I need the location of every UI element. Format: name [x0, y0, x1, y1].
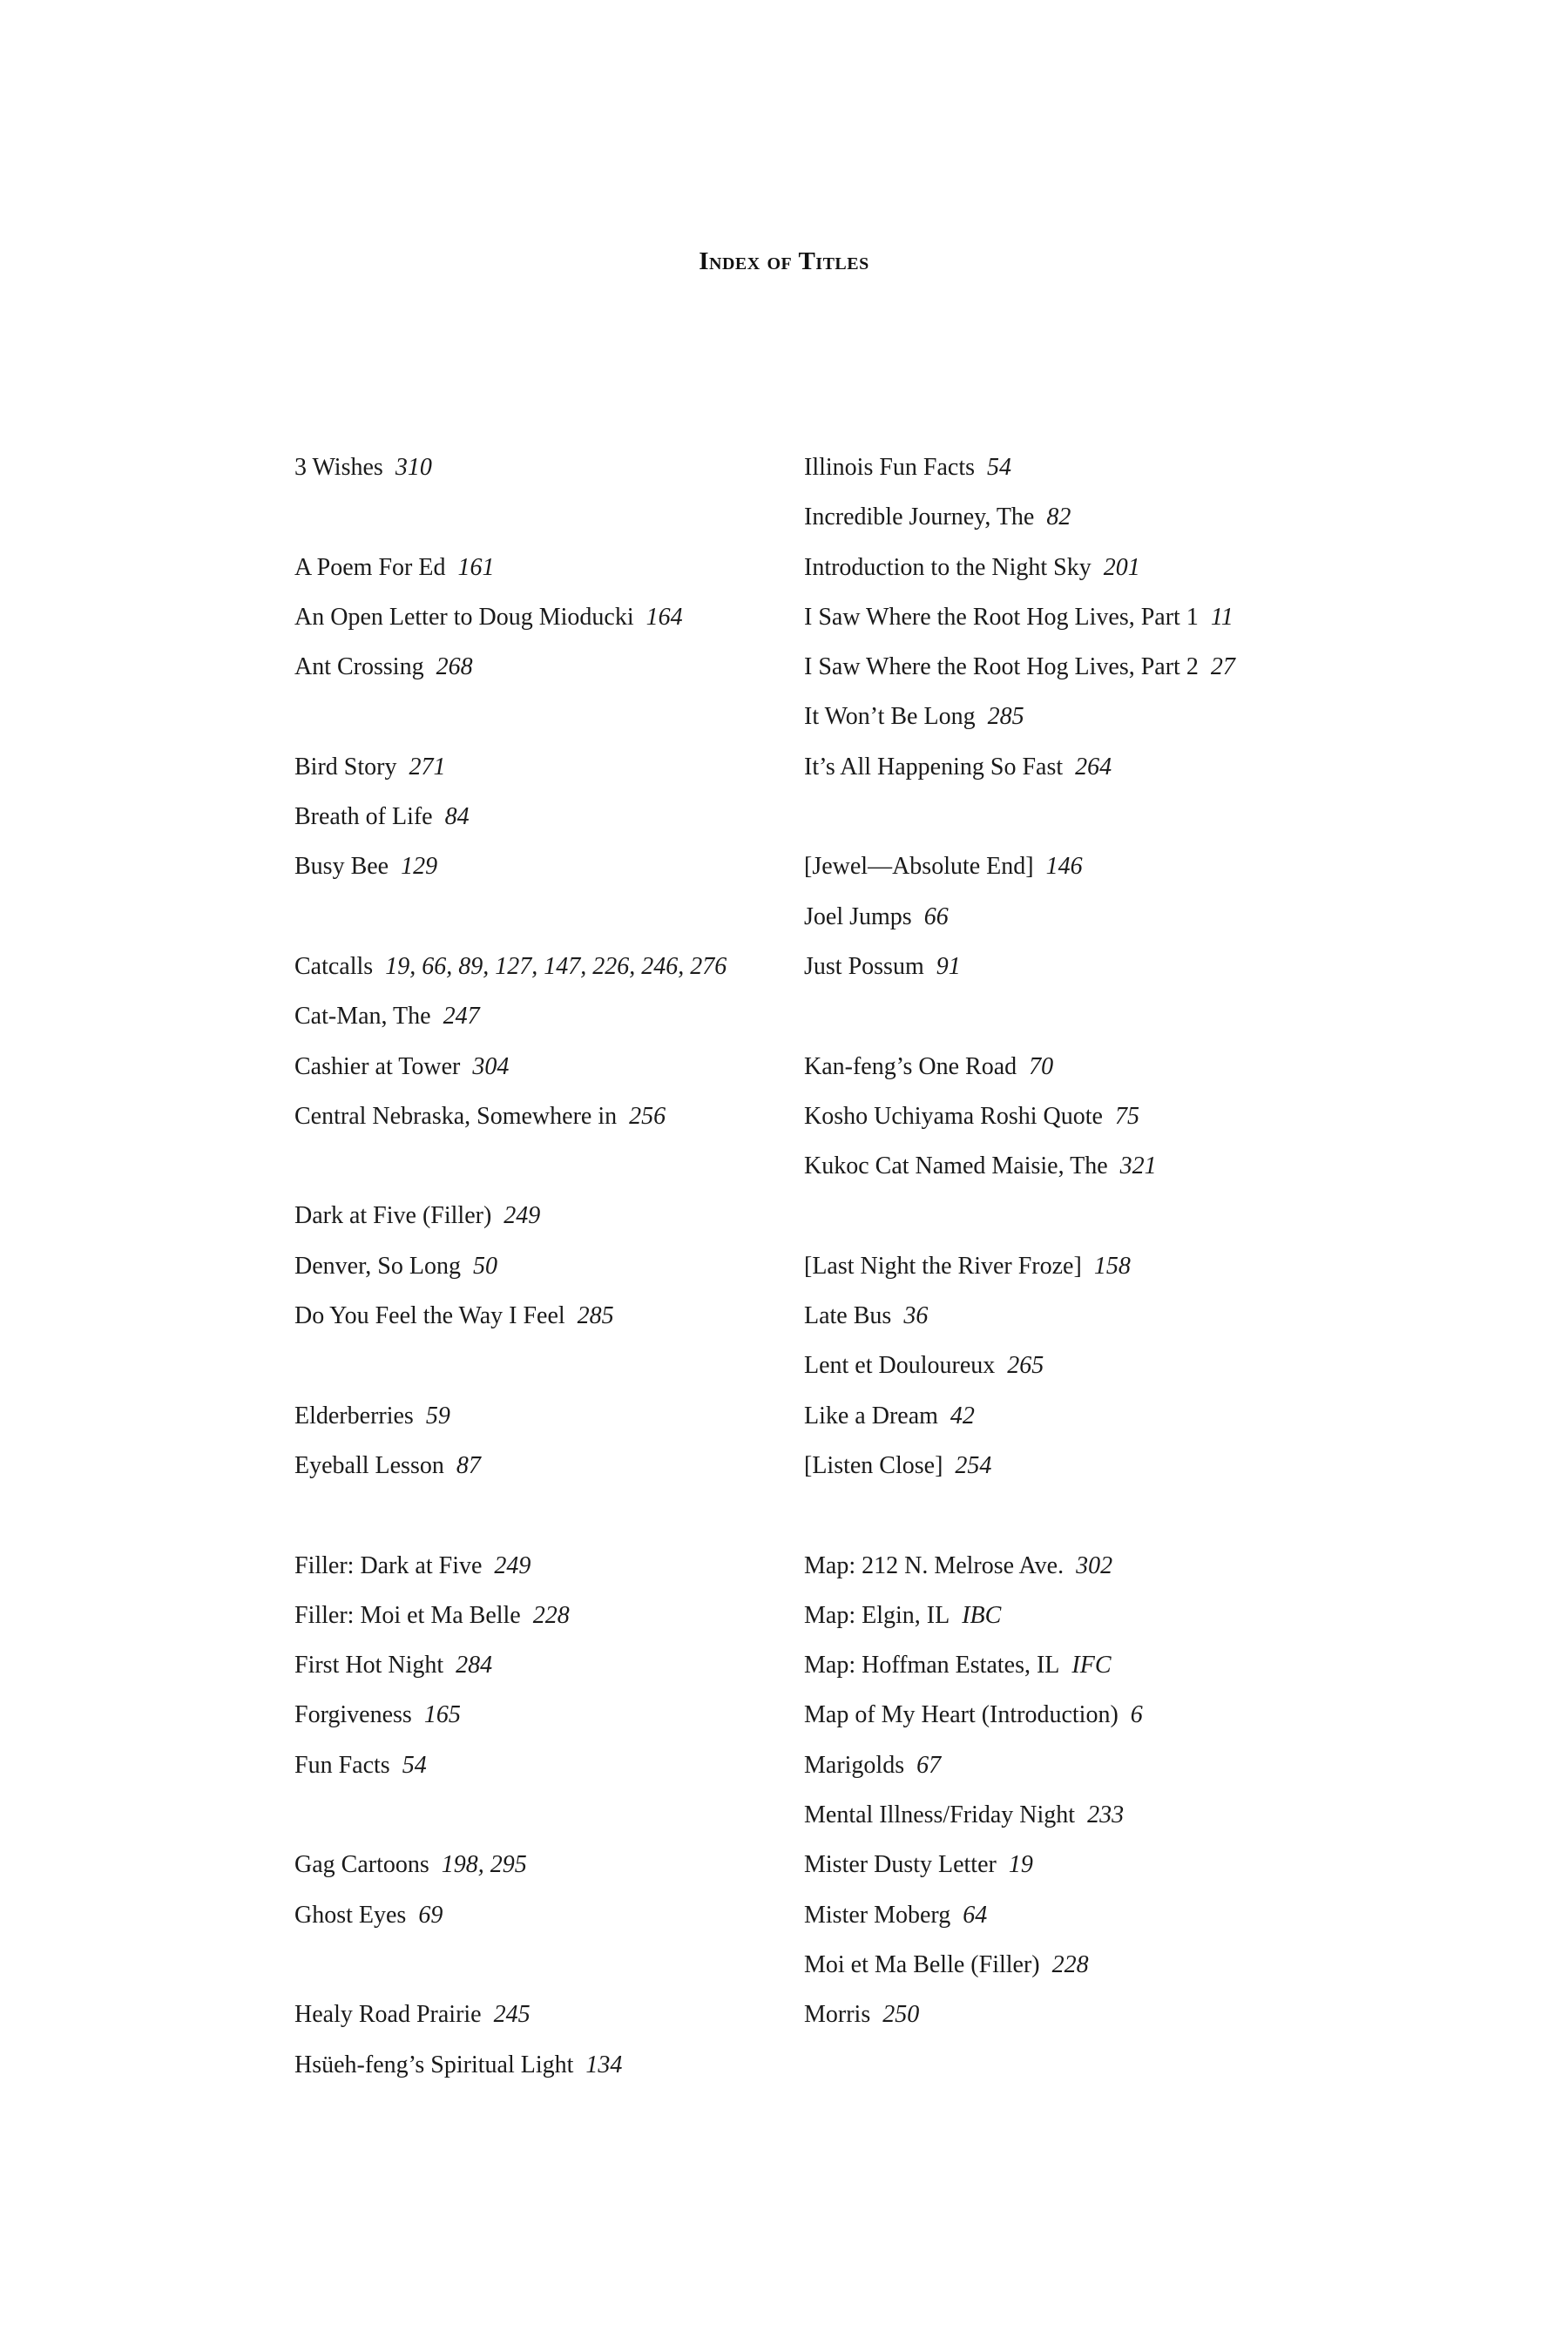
- letter-group-gap: [294, 1141, 800, 1191]
- index-entry: [804, 543, 1309, 592]
- entry-title: Dark at Five (Filler): [294, 1202, 492, 1230]
- entry-page-numbers: 27: [1210, 653, 1235, 681]
- entry-title: Map: 212 N. Melrose Ave.: [804, 1551, 1064, 1579]
- entry-page-numbers: 285: [987, 703, 1024, 731]
- entry-page-numbers: 256: [629, 1102, 666, 1130]
- entry-title: Late Bus: [804, 1302, 892, 1330]
- index-entry: [294, 1441, 800, 1490]
- index-entry: [804, 1840, 1309, 1889]
- entry-page-numbers: 228: [1051, 1950, 1089, 1978]
- index-entry: [294, 942, 800, 991]
- index-entry: [804, 1141, 1309, 1191]
- entry-title: Morris: [804, 2001, 871, 2029]
- entry-page-numbers: 146: [1045, 853, 1083, 881]
- entry-page-numbers: 165: [423, 1701, 461, 1729]
- entry-page-numbers: 87: [456, 1451, 481, 1479]
- entry-page-numbers: 302: [1076, 1551, 1113, 1579]
- entry-title: Do You Feel the Way I Feel: [294, 1302, 565, 1330]
- index-entry: [294, 443, 800, 492]
- index-entry: [804, 1740, 1309, 1790]
- entry-page-numbers: 304: [472, 1052, 510, 1080]
- index-entry: [294, 792, 800, 841]
- entry-page-numbers: 6: [1130, 1701, 1143, 1729]
- index-entry: [294, 2040, 800, 2090]
- entry-page-numbers: 264: [1075, 753, 1112, 781]
- entry-page-numbers: 19, 66, 89, 127, 147, 226, 246, 276: [385, 952, 727, 980]
- entry-title: Forgiveness: [294, 1701, 412, 1729]
- entry-title: Busy Bee: [294, 853, 389, 881]
- entry-title: Lent et Douloureux: [804, 1352, 996, 1380]
- entry-page-numbers: 164: [645, 603, 683, 631]
- entry-title: First Hot Night: [294, 1652, 444, 1680]
- index-entry: [804, 1591, 1309, 1640]
- letter-group-gap: [294, 1790, 800, 1840]
- entry-title: Marigolds: [804, 1751, 905, 1779]
- entry-page-numbers: 245: [493, 2001, 531, 2029]
- entry-page-numbers: 249: [494, 1551, 531, 1579]
- index-entry: [294, 1990, 800, 2039]
- entry-page-numbers: 84: [444, 803, 470, 831]
- entry-page-numbers: 158: [1093, 1252, 1131, 1280]
- entry-title: Eyeball Lesson: [294, 1451, 444, 1479]
- entry-page-numbers: 271: [409, 753, 446, 781]
- index-entry: [804, 1092, 1309, 1141]
- index-entry: [804, 443, 1309, 492]
- entry-title: I Saw Where the Root Hog Lives, Part 1: [804, 603, 1199, 631]
- letter-group-gap: [804, 1490, 1309, 1540]
- entry-title: Ghost Eyes: [294, 1901, 407, 1929]
- entry-page-numbers: 250: [882, 2001, 920, 2029]
- entry-page-numbers: 129: [401, 853, 438, 881]
- entry-page-numbers: 254: [955, 1451, 992, 1479]
- entry-page-numbers: 249: [504, 1202, 541, 1230]
- entry-title: Map: Elgin, IL: [804, 1601, 950, 1629]
- entry-page-numbers: 247: [443, 1003, 480, 1031]
- entry-page-numbers: 268: [436, 653, 473, 681]
- index-entry: [294, 1591, 800, 1640]
- entry-title: Cashier at Tower: [294, 1052, 461, 1080]
- index-entry: [294, 1291, 800, 1341]
- entry-page-numbers: 134: [585, 2051, 623, 2078]
- entry-page-numbers: 69: [418, 1901, 443, 1929]
- index-entry: [804, 592, 1309, 642]
- entry-page-numbers: 284: [456, 1652, 493, 1680]
- letter-group-gap: [294, 492, 800, 542]
- index-entry: [804, 1890, 1309, 1940]
- entry-page-numbers: IBC: [962, 1601, 1002, 1629]
- index-entry: [294, 1042, 800, 1092]
- index-entry: [804, 1341, 1309, 1390]
- index-entry: [294, 1740, 800, 1790]
- entry-page-numbers: 201: [1103, 553, 1140, 581]
- index-entry: [294, 991, 800, 1041]
- entry-title: I Saw Where the Root Hog Lives, Part 2: [804, 653, 1199, 681]
- entry-page-numbers: 198, 295: [441, 1851, 527, 1879]
- entry-title: An Open Letter to Doug Mioducki: [294, 603, 634, 631]
- entry-title: Filler: Dark at Five: [294, 1551, 483, 1579]
- index-entry: [294, 1640, 800, 1690]
- index-column-right: [804, 443, 1309, 2040]
- index-entry: [804, 1441, 1309, 1490]
- entry-title: Bird Story: [294, 753, 397, 781]
- entry-title: Moi et Ma Belle (Filler): [804, 1950, 1040, 1978]
- page-title: Index of Titles: [699, 247, 869, 275]
- index-entry: [804, 642, 1309, 692]
- entry-title: Mister Moberg: [804, 1901, 951, 1929]
- index-column-left: [294, 443, 800, 2090]
- entry-title: Ant Crossing: [294, 653, 424, 681]
- entry-title: Mister Dusty Letter: [804, 1851, 997, 1879]
- entry-title: Gag Cartoons: [294, 1851, 429, 1879]
- entry-page-numbers: 228: [532, 1601, 570, 1629]
- entry-page-numbers: 67: [916, 1751, 942, 1779]
- entry-title: Kukoc Cat Named Maisie, The: [804, 1152, 1108, 1180]
- entry-title: Introduction to the Night Sky: [804, 553, 1092, 581]
- entry-title: Joel Jumps: [804, 902, 912, 930]
- entry-page-numbers: 19: [1008, 1851, 1033, 1879]
- letter-group-gap: [294, 692, 800, 741]
- entry-page-numbers: 70: [1029, 1052, 1054, 1080]
- entry-page-numbers: 42: [950, 1402, 975, 1429]
- entry-title: Breath of Life: [294, 803, 433, 831]
- letter-group-gap: [804, 792, 1309, 841]
- index-entry: [294, 1191, 800, 1240]
- entry-page-numbers: 54: [402, 1751, 427, 1779]
- index-entry: [804, 1391, 1309, 1441]
- index-entry: [804, 1541, 1309, 1591]
- entry-page-numbers: 82: [1046, 504, 1071, 531]
- entry-title: [Jewel—Absolute End]: [804, 853, 1034, 881]
- entry-title: Elderberries: [294, 1402, 414, 1429]
- entry-title: It Won’t Be Long: [804, 703, 976, 731]
- entry-title: Incredible Journey, The: [804, 504, 1035, 531]
- entry-title: Kosho Uchiyama Roshi Quote: [804, 1102, 1103, 1130]
- index-entry: [804, 841, 1309, 891]
- letter-group-gap: [804, 991, 1309, 1041]
- index-entry: [804, 1042, 1309, 1092]
- entry-page-numbers: 285: [577, 1302, 614, 1330]
- index-entry: [294, 1840, 800, 1889]
- index-entry: [804, 1291, 1309, 1341]
- index-entry: [294, 1890, 800, 1940]
- entry-title: Just Possum: [804, 952, 924, 980]
- entry-title: Hsüeh-feng’s Spiritual Light: [294, 2051, 574, 2078]
- index-entry: [804, 1690, 1309, 1740]
- entry-title: Fun Facts: [294, 1751, 390, 1779]
- index-entry: [294, 592, 800, 642]
- letter-group-gap: [294, 892, 800, 942]
- index-entry: [294, 742, 800, 792]
- entry-title: [Listen Close]: [804, 1451, 943, 1479]
- entry-title: Illinois Fun Facts: [804, 454, 976, 481]
- entry-title: Map: Hoffman Estates, IL: [804, 1652, 1060, 1680]
- index-entry: [804, 1790, 1309, 1840]
- index-entry: [294, 543, 800, 592]
- entry-title: Central Nebraska, Somewhere in: [294, 1102, 618, 1130]
- entry-page-numbers: 310: [395, 454, 432, 481]
- letter-group-gap: [804, 1191, 1309, 1240]
- index-entry: [804, 492, 1309, 542]
- entry-page-numbers: 91: [936, 952, 961, 980]
- index-entry: [804, 1940, 1309, 1990]
- entry-page-numbers: 265: [1007, 1352, 1044, 1380]
- entry-page-numbers: 59: [425, 1402, 450, 1429]
- entry-title: It’s All Happening So Fast: [804, 753, 1064, 781]
- entry-title: Mental Illness/Friday Night: [804, 1801, 1076, 1829]
- index-entry: [294, 1541, 800, 1591]
- index-entry: [804, 942, 1309, 991]
- entry-page-numbers: 36: [903, 1302, 929, 1330]
- index-entry: [804, 1640, 1309, 1690]
- entry-page-numbers: 66: [923, 902, 949, 930]
- entry-page-numbers: 233: [1087, 1801, 1125, 1829]
- entry-page-numbers: 50: [472, 1252, 497, 1280]
- entry-title: Filler: Moi et Ma Belle: [294, 1601, 521, 1629]
- entry-page-numbers: IFC: [1071, 1652, 1112, 1680]
- index-entry: [294, 841, 800, 891]
- entry-page-numbers: 11: [1210, 603, 1233, 631]
- entry-title: 3 Wishes: [294, 454, 383, 481]
- index-entry: [294, 1690, 800, 1740]
- entry-title: A Poem For Ed: [294, 553, 446, 581]
- entry-title: [Last Night the River Froze]: [804, 1252, 1082, 1280]
- letter-group-gap: [294, 1341, 800, 1390]
- index-entry: [294, 1241, 800, 1291]
- entry-page-numbers: 54: [987, 454, 1012, 481]
- index-entry: [804, 892, 1309, 942]
- index-entry: [804, 742, 1309, 792]
- entry-page-numbers: 64: [963, 1901, 988, 1929]
- entry-title: Kan-feng’s One Road: [804, 1052, 1017, 1080]
- index-entry: [804, 1990, 1309, 2039]
- index-entry: [294, 642, 800, 692]
- letter-group-gap: [294, 1490, 800, 1540]
- entry-page-numbers: 75: [1114, 1102, 1139, 1130]
- entry-title: Catcalls: [294, 952, 374, 980]
- letter-group-gap: [294, 1940, 800, 1990]
- index-entry: [804, 1241, 1309, 1291]
- entry-title: Denver, So Long: [294, 1252, 461, 1280]
- entry-page-numbers: 161: [457, 553, 495, 581]
- entry-title: Healy Road Prairie: [294, 2001, 482, 2029]
- entry-page-numbers: 321: [1119, 1152, 1157, 1180]
- index-entry: [804, 692, 1309, 741]
- entry-title: Map of My Heart (Introduction): [804, 1701, 1119, 1729]
- entry-title: Like a Dream: [804, 1402, 938, 1429]
- entry-title: Cat-Man, The: [294, 1003, 431, 1031]
- index-entry: [294, 1391, 800, 1441]
- index-entry: [294, 1092, 800, 1141]
